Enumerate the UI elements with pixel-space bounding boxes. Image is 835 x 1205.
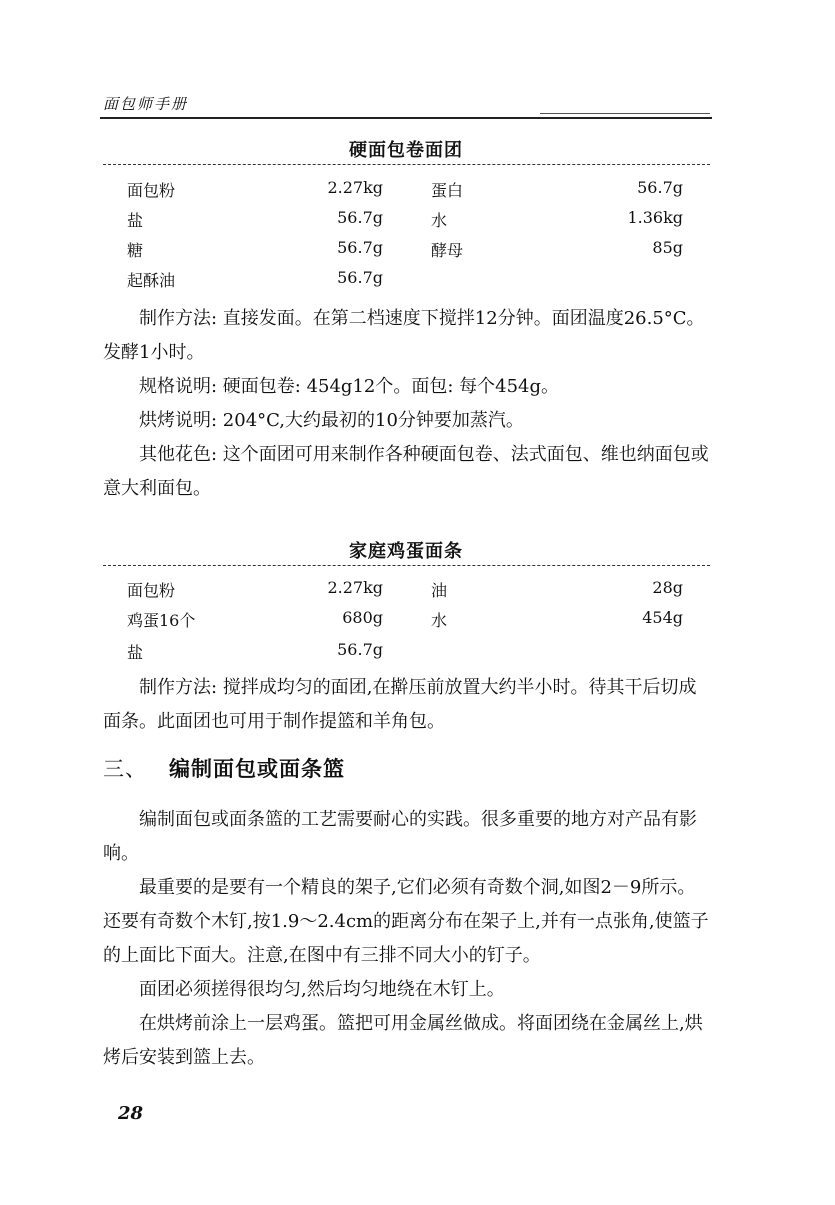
- recipe-title-hard-roll: 硬面包卷面团: [349, 140, 463, 161]
- ingredient-name: 起酥油: [127, 271, 176, 290]
- section-body: [103, 803, 713, 1075]
- running-header-title: 面包师手册: [103, 95, 189, 113]
- ingredient-name: 油: [431, 581, 448, 600]
- ingredient-name: 盐: [127, 211, 144, 230]
- baking-paragraph: 烘烤说明: 204°C,大约最初的10分钟要加蒸汽。: [139, 410, 524, 431]
- ingredient-name: 面包粉: [127, 581, 176, 600]
- table-top-rule: [103, 565, 710, 566]
- ingredient-qty: 680g: [342, 608, 383, 627]
- ingredient-qty: 56.7g: [337, 268, 383, 287]
- ingredient-qty: 85g: [652, 238, 683, 257]
- ingredient-qty: 56.7g: [637, 178, 683, 197]
- ingredient-name: 鸡蛋16个: [127, 611, 196, 630]
- ingredient-name: 糖: [127, 241, 144, 260]
- ingredient-name: 水: [431, 211, 448, 230]
- recipe-notes-egg-noodle: [103, 671, 713, 739]
- header-rule: [100, 117, 712, 119]
- method-paragraph: 制作方法: 直接发面。在第二档速度下搅拌12分钟。面团温度26.5°C。发酵1小时。: [103, 308, 705, 363]
- header-rule-thin: [540, 113, 710, 114]
- body-paragraph: 面团必须搓得很均匀,然后均匀地绕在木钉上。: [139, 979, 505, 1000]
- ingredient-qty: 56.7g: [337, 208, 383, 227]
- method-paragraph: 制作方法: 搅拌成均匀的面团,在擀压前放置大约半小时。待其干后切成面条。此面团也可用于制作提篮和羊角包。: [103, 677, 697, 732]
- ingredient-name: 酵母: [431, 241, 464, 260]
- ingredient-qty: 1.36kg: [627, 208, 683, 227]
- ingredient-qty: 28g: [652, 578, 683, 597]
- table-top-rule: [103, 164, 710, 165]
- ingredient-qty: 56.7g: [337, 640, 383, 659]
- ingredient-qty: 2.27kg: [327, 178, 383, 197]
- ingredient-name: 盐: [127, 643, 144, 662]
- body-paragraph: 最重要的是要有一个精良的架子,它们必须有奇数个洞,如图2－9所示。还要有奇数个木钉,按1.9～2.4cm的距离分布在架子上,并有一点张角,使篮子的上面比下面大。注意,在图中有三排不同大小的钉子。: [103, 877, 709, 966]
- body-paragraph: 在烘烤前涂上一层鸡蛋。篮把可用金属丝做成。将面团绕在金属丝上,烘烤后安装到篮上去。: [103, 1013, 703, 1068]
- section-heading: [103, 753, 345, 783]
- recipe-notes-hard-roll: [103, 302, 713, 506]
- recipe-title-egg-noodle: 家庭鸡蛋面条: [349, 541, 463, 562]
- section-number: 三、: [103, 757, 147, 781]
- page-number: 28: [118, 1103, 144, 1124]
- body-paragraph: 编制面包或面条篮的工艺需要耐心的实践。很多重要的地方对产品有影响。: [103, 809, 697, 864]
- ingredient-qty: 56.7g: [337, 238, 383, 257]
- ingredient-name: 蛋白: [431, 181, 464, 200]
- ingredient-name: 水: [431, 611, 448, 630]
- ingredient-qty: 2.27kg: [327, 578, 383, 597]
- ingredient-qty: 454g: [642, 608, 683, 627]
- section-title: 编制面包或面条篮: [169, 756, 345, 781]
- ingredient-name: 面包粉: [127, 181, 176, 200]
- spec-paragraph: 规格说明: 硬面包卷: 454g12个。面包: 每个454g。: [139, 376, 560, 397]
- variation-paragraph: 其他花色: 这个面团可用来制作各种硬面包卷、法式面包、维也纳面包或意大利面包。: [103, 444, 709, 499]
